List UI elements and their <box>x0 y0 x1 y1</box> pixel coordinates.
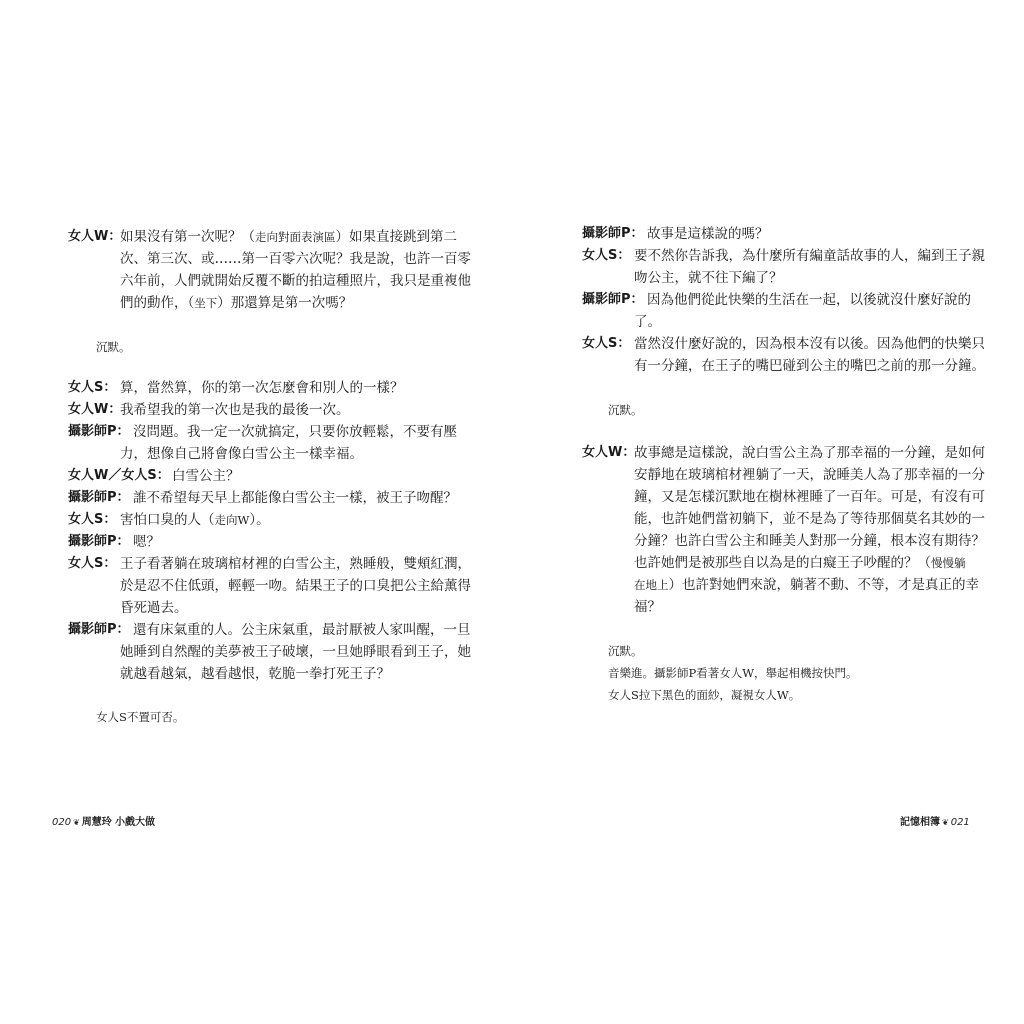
dialogue-text <box>120 248 471 270</box>
line-text: 就越看越氣，越看越恨，乾脆一拳打死王子？ <box>120 666 390 682</box>
author-name: 周慧玲 <box>81 817 112 828</box>
dialogue-block-2 <box>582 442 985 618</box>
dialogue-text <box>120 641 471 663</box>
speaker-label: 女人W／女人S： <box>68 468 170 483</box>
stage-direction: 沉默。 <box>96 340 131 354</box>
dialogue-text <box>120 270 471 292</box>
dialogue-line <box>68 597 458 619</box>
dialogue-line <box>68 377 458 399</box>
speaker-label: 攝影師P： <box>582 292 644 307</box>
dialogue-text <box>120 509 270 531</box>
dialogue-text <box>133 531 160 553</box>
dialogue-text <box>634 355 985 377</box>
ornament-icon: ❦ <box>73 818 80 827</box>
line-text: 誰不希望每天早上都能像白雪公主一樣，被王子吻醒？ <box>133 490 457 506</box>
page-number: 021 <box>950 817 970 828</box>
line-text: 故事總是這樣說，說白雪公主為了那幸福的一分鐘，是如何 <box>634 445 985 461</box>
dialogue-line <box>68 487 458 509</box>
dialogue-line <box>68 575 471 597</box>
dialogue-text <box>133 421 457 443</box>
speaker-label: 攝影師P： <box>68 534 130 549</box>
dialogue-text <box>634 442 985 464</box>
line-text-tail: ）也許對她們來說，躺著不動、不等，才是真正的幸 <box>668 577 979 593</box>
dialogue-text <box>120 399 350 421</box>
stage-direction: 女人S拉下黑色的面紗，凝視女人W。 <box>608 688 801 702</box>
dialogue-line <box>68 619 471 641</box>
line-text: 嗯？ <box>133 534 160 550</box>
dialogue-line <box>582 355 985 377</box>
line-text: 也許她們是被那些自以為是的白癡王子吵醒的？（ <box>634 555 931 571</box>
speaker-label: 攝影師P： <box>582 226 644 241</box>
line-text: 們的動作，（ <box>120 295 195 311</box>
line-text: 如果沒有第一次呢？（ <box>120 229 255 245</box>
dialogue-line <box>582 245 985 267</box>
dialogue-line <box>68 421 458 443</box>
line-text: 害怕口臭的人（ <box>120 512 215 528</box>
speaker-label: 女人W： <box>68 402 122 417</box>
dialogue-line <box>582 442 985 464</box>
page-number: 020 <box>52 817 72 828</box>
line-text: 吻公主，就不往下編了？ <box>634 270 783 286</box>
book-title: 小戲大做 <box>114 817 155 828</box>
inline-stage-direction: 在地上 <box>634 578 669 592</box>
dialogue-line <box>68 226 458 248</box>
dialogue-line <box>68 270 471 292</box>
line-text: 安靜地在玻璃棺材裡躺了一天，說睡美人為了那幸福的一分 <box>634 467 985 483</box>
stage-direction: 沉默。 <box>608 403 643 417</box>
inline-stage-direction: 走向W <box>214 513 250 527</box>
line-text: 有一分鐘，在王子的嘴巴碰到公主的嘴巴之前的那一分鐘。 <box>634 358 985 374</box>
page-footer <box>52 813 155 828</box>
dialogue-line <box>582 311 972 333</box>
dialogue-text <box>120 597 188 619</box>
speaker-label: 女人W： <box>68 229 122 244</box>
line-text: 白雪公主？ <box>172 468 240 484</box>
line-text: 次、第三次、或……第一百零六次呢？我是說，也許一百零 <box>120 251 471 267</box>
line-text: 要不然你告訴我，為什麼所有編童話故事的人，編到王子親 <box>634 248 985 264</box>
line-text-tail: ）那還算是第一次嗎？ <box>217 295 353 311</box>
dialogue-line <box>68 509 458 531</box>
dialogue-line <box>582 223 972 245</box>
dialogue-line <box>68 641 471 663</box>
dialogue-line <box>68 248 471 270</box>
dialogue-text <box>172 465 240 487</box>
dialogue-text <box>634 311 661 333</box>
speaker-label: 女人S： <box>68 556 117 571</box>
dialogue-text <box>634 530 985 552</box>
speaker-label: 女人S： <box>582 248 631 263</box>
dialogue-line <box>582 530 985 552</box>
dialogue-text <box>634 508 985 530</box>
dialogue-text <box>647 223 769 245</box>
line-text: 福？ <box>634 599 661 615</box>
dialogue-text <box>133 487 457 509</box>
line-text: 還有床氣重的人。公主床氣重，最討厭被人家叫醒，一旦 <box>133 622 471 638</box>
page-footer <box>900 813 970 828</box>
dialogue-text <box>634 464 985 486</box>
line-text: 於是忍不住低頭，輕輕一吻。結果王子的口臭把公主給薰得 <box>120 578 471 594</box>
stage-direction: 音樂進。攝影師P看著女人W，舉起相機按快門。 <box>608 666 858 680</box>
dialogue-line <box>582 508 985 530</box>
dialogue-line <box>582 574 979 596</box>
dialogue-line <box>68 443 458 465</box>
dialogue-text <box>120 377 404 399</box>
dialogue-text <box>634 596 661 618</box>
right-page <box>512 0 1024 1024</box>
dialogue-line <box>582 552 972 574</box>
ornament-icon: ❦ <box>942 818 949 827</box>
dialogue-text <box>120 553 471 575</box>
line-text: 她睡到自然醒的美夢被王子破壞，一旦她睜眼看到王子，她 <box>120 644 471 660</box>
line-text: 我希望我的第一次也是我的最後一次。 <box>120 402 350 418</box>
dialogue-text <box>133 619 471 641</box>
line-text: 力，想像自己將會像白雪公主一樣幸福。 <box>120 446 363 462</box>
dialogue-text <box>647 289 971 311</box>
line-text: 算，當然算，你的第一次怎麼會和別人的一樣？ <box>120 380 404 396</box>
line-text: 故事是這樣說的嗎？ <box>647 226 769 242</box>
stage-direction: 女人S不置可否。 <box>96 710 185 724</box>
dialogue-text <box>634 486 985 508</box>
dialogue-line <box>582 267 972 289</box>
speaker-label: 攝影師P： <box>68 424 130 439</box>
line-text-tail: ）如果直接跳到第二 <box>335 229 457 245</box>
book-title: 記憶相簿 <box>900 817 940 828</box>
line-text: 能，也許她們當初躺下，並不是為了等待那個莫名其妙的一 <box>634 511 985 527</box>
speaker-label: 攝影師P： <box>68 490 130 505</box>
speaker-label: 女人S： <box>582 336 631 351</box>
dialogue-line <box>68 663 458 685</box>
line-text: 沒問題。我一定一次就搞定，只要你放輕鬆，不要有壓 <box>133 424 457 440</box>
dialogue-text <box>120 292 352 314</box>
inline-stage-direction: 慢慢躺 <box>931 556 966 570</box>
line-text: 因為他們從此快樂的生活在一起，以後就沒什麼好說的 <box>647 292 971 308</box>
dialogue-line <box>68 553 471 575</box>
line-text: 當然沒什麼好說的，因為根本沒有以後。因為他們的快樂只 <box>634 336 985 352</box>
line-text: 王子看著躺在玻璃棺材裡的白雪公主，熟睡般，雙頰紅潤， <box>120 556 471 572</box>
dialogue-block-1 <box>582 223 985 377</box>
speaker-label: 女人S： <box>68 380 117 395</box>
dialogue-text <box>634 245 985 267</box>
dialogue-line <box>582 464 985 486</box>
dialogue-line <box>68 531 458 553</box>
dialogue-block-1 <box>68 226 471 314</box>
dialogue-text <box>120 226 457 248</box>
speaker-label: 女人W： <box>582 445 636 460</box>
dialogue-block-2 <box>68 377 471 685</box>
dialogue-line <box>582 289 972 311</box>
dialogue-line <box>68 399 458 421</box>
inline-stage-direction: 坐下 <box>194 296 218 310</box>
speaker-label: 攝影師P： <box>68 622 130 637</box>
dialogue-text <box>634 552 966 574</box>
dialogue-text <box>634 333 985 355</box>
stage-direction: 沉默。 <box>608 644 643 658</box>
line-text: 鐘，又是怎樣沉默地在樹林裡睡了一百年。可是，有沒有可 <box>634 489 985 505</box>
dialogue-line <box>582 486 985 508</box>
dialogue-text <box>120 663 390 685</box>
line-text-tail: ）。 <box>249 512 270 528</box>
line-text: 分鐘？也許白雪公主和睡美人對那一分鐘，根本沒有期待？ <box>634 533 985 549</box>
dialogue-line <box>582 333 985 355</box>
speaker-label: 女人S： <box>68 512 117 527</box>
line-text: 六年前，人們就開始反覆不斷的拍這種照片，我只是重複他 <box>120 273 471 289</box>
line-text: 昏死過去。 <box>120 600 188 616</box>
dialogue-line <box>582 596 972 618</box>
inline-stage-direction: 走向對面表演區 <box>255 230 336 244</box>
dialogue-line <box>68 465 458 487</box>
dialogue-text <box>120 443 363 465</box>
line-text: 了。 <box>634 314 661 330</box>
dialogue-text <box>120 575 471 597</box>
dialogue-text <box>634 267 783 289</box>
dialogue-line <box>68 292 458 314</box>
dialogue-text <box>634 574 979 596</box>
